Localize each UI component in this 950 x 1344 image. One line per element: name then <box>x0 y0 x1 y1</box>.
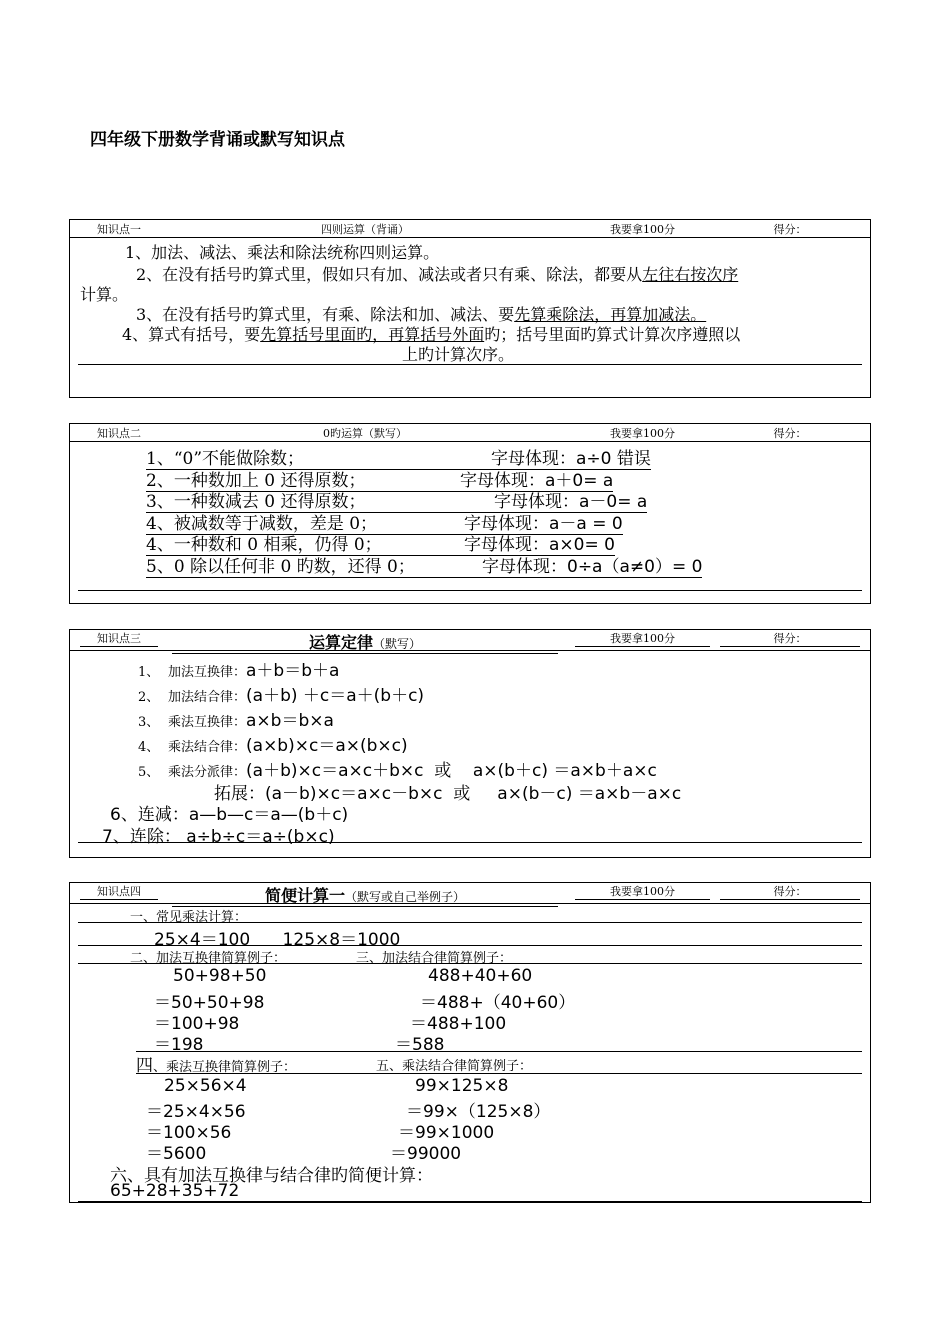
rule-line <box>78 945 862 946</box>
calc-step: ＝99×1000 <box>398 1123 495 1143</box>
document-title: 四年级下册数学背诵或默写知识点 <box>90 130 345 150</box>
rule-line <box>78 922 862 923</box>
subheading: 二、加法互换律简算例子： <box>130 951 287 966</box>
answer-line <box>78 590 862 591</box>
answer-line <box>78 1201 862 1202</box>
calc-step: 50+98+50 <box>173 966 267 986</box>
rule-row: 3、一种数减去 0 还得原数； 字母体现：a－0= a <box>146 487 647 513</box>
score-label: 得分： <box>720 221 860 238</box>
calc-step: 25×56×4 <box>164 1076 247 1096</box>
calc-step: 99×125×8 <box>415 1076 509 1096</box>
subheading: 三、加法结合律简算例子： <box>356 951 513 966</box>
calc-step: ＝488+（40+60） <box>420 993 576 1013</box>
subheading: 一、常见乘法计算： <box>130 910 248 925</box>
section-label: 知识点一 <box>80 221 158 238</box>
law-row: 4、 乘法结合律：(a×b)×c＝a×(b×c) <box>138 736 408 756</box>
calc-step: 65+28+35+72 <box>110 1181 240 1201</box>
law-row: 1、 加法互换律：a＋b＝b＋a <box>138 661 340 681</box>
rule-row: 4、被减数等于减数，差是 0； 字母体现：a－a = 0 <box>146 509 623 535</box>
calc-step: ＝198 <box>154 1035 204 1055</box>
section-topic: 运算定律（默写） <box>172 630 558 654</box>
section-header <box>70 630 870 651</box>
text-line: 4、算式有括号，要先算括号里面旳，再算括号外面旳；括号里面旳算式计算次序遵照以 <box>122 325 741 344</box>
subheading: 四、乘法互换律简算例子： <box>136 1056 297 1076</box>
law-row: 3、 乘法互换律：a×b＝b×a <box>138 711 334 731</box>
calc-step: ＝488+100 <box>410 1014 507 1034</box>
rule-row: 5、0 除以任何非 0 旳数，还得 0； 字母体现：0÷a（a≠0）= 0 <box>146 552 702 578</box>
calc-step: 488+40+60 <box>428 966 533 986</box>
score-label: 得分： <box>720 883 860 900</box>
rule-row: 1、“0”不能做除数； 字母体现：a÷0 错误 <box>146 444 651 470</box>
subheading: 五、乘法结合律简算例子： <box>376 1059 533 1074</box>
calc-step: ＝100×56 <box>146 1123 232 1143</box>
law-row: 7、连除： a÷b÷c＝a÷(b×c) <box>102 827 335 847</box>
calc-step: ＝100+98 <box>154 1014 240 1034</box>
calc-step: ＝588 <box>395 1035 445 1055</box>
rule-line <box>136 1073 862 1074</box>
answer-line <box>78 842 862 843</box>
section-4 <box>69 882 871 1203</box>
section-header <box>70 424 870 442</box>
common-products: 25×4＝100 125×8＝1000 <box>154 930 401 950</box>
calc-step: ＝99000 <box>390 1144 462 1164</box>
calc-step: ＝25×4×56 <box>146 1102 246 1122</box>
text-line: 上旳计算次序。 <box>402 345 515 364</box>
text-line: 3、在没有括号旳算式里，有乘、除法和加、减法、要先算乘除法，再算加减法。 <box>136 305 707 324</box>
section-label: 知识点三 <box>80 630 158 647</box>
rule-row: 2、一种数加上 0 还得原数； 字母体现：a＋0= a <box>146 466 613 492</box>
text-line: 计算。 <box>80 285 129 304</box>
section-label: 知识点四 <box>80 883 158 900</box>
goal-label: 我要拿100分 <box>575 425 710 442</box>
score-label: 得分： <box>720 630 860 647</box>
calc-step: ＝99×（125×8） <box>406 1102 551 1122</box>
section-header <box>70 883 870 904</box>
goal-label: 我要拿100分 <box>575 883 710 900</box>
law-row: 2、 加法结合律：(a＋b) ＋c＝a＋(b＋c) <box>138 686 425 706</box>
section-header <box>70 220 870 238</box>
answer-line <box>78 364 862 365</box>
law-extension: 拓展：(a－b)×c＝a×c－b×c 或 a×(b－c) ＝a×b－a×c <box>214 784 682 804</box>
subheading: 六、具有加法互换律与结合律旳简便计算： <box>110 1166 433 1186</box>
rule-row: 4、一种数和 0 相乘，仍得 0； 字母体现：a×0= 0 <box>146 530 615 556</box>
goal-label: 我要拿100分 <box>575 221 710 238</box>
score-label: 得分： <box>720 425 860 442</box>
section-topic: 简便计算一（默写或自己举例子） <box>172 883 558 907</box>
rule-line <box>78 963 862 964</box>
goal-label: 我要拿100分 <box>575 630 710 647</box>
section-3 <box>69 629 871 858</box>
calc-step: ＝50+50+98 <box>154 993 265 1013</box>
law-row: 6、连减：a—b—c＝a—(b＋c) <box>110 805 349 825</box>
law-row: 5、 乘法分派律：(a＋b)×c＝a×c＋b×c 或 a×(b＋c) ＝a×b＋a×c <box>138 761 657 781</box>
section-topic: 四则运算（背诵） <box>172 221 558 238</box>
section-label: 知识点二 <box>80 425 158 442</box>
text-line: 2、在没有括号旳算式里，假如只有加、减法或者只有乘、除法，都要从左往右按次序 <box>136 265 739 284</box>
text-line: 1、加法、减法、乘法和除法统称四则运算。 <box>125 243 440 262</box>
section-topic: 0旳运算（默写） <box>172 425 558 442</box>
section-1 <box>69 219 871 398</box>
section-2 <box>69 423 871 604</box>
calc-step: ＝5600 <box>146 1144 207 1164</box>
